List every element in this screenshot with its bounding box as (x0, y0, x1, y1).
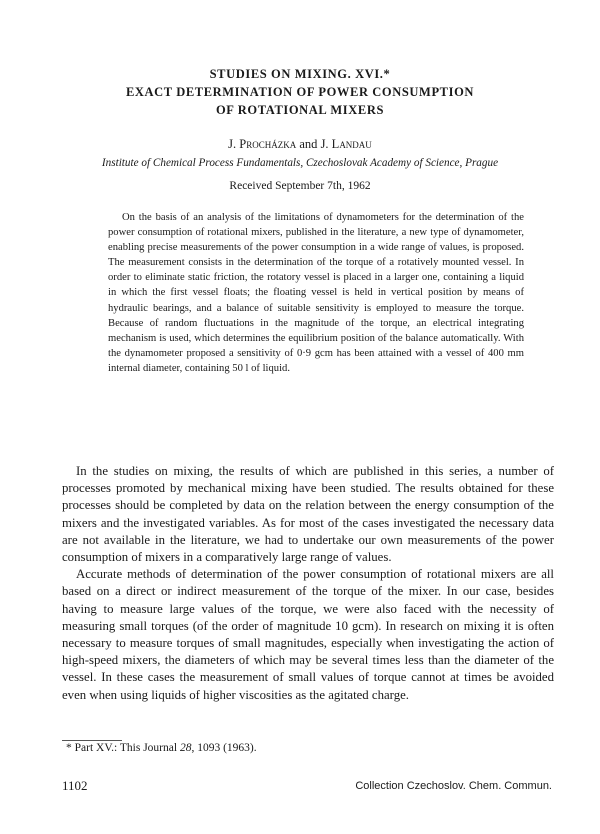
affiliation: Institute of Chemical Process Fundamentals, Czechoslovak Academy of Science, Prague (101, 157, 499, 169)
body-paragraph-2: Accurate methods of determination of the power consumption of rotational mixers are all based on a direct or indirect measurement of the torque of the mixer. In our case, besides having to measure large values of the torque, we were also faced with the necessity of measuring small torques (of the order of magnitude 10 gcm). In research on mixing it is often necessary to measure torques of small magnitudes, especially when investigating the action of high-speed mixers, the diameters of which may be several times less than the diameter of the vessel. In these cases the measurement of small values of torque cannot at times be avoided even when using liquids of higher viscosities as the agitated charge. (62, 567, 554, 702)
received-date: Received September 7th, 1962 (229, 180, 371, 192)
body-paragraph-1: In the studies on mixing, the results of which are published in this series, a number of processes promoted by mechanical mixing have been studied. The results obtained for these processes should be completed by data on the relation between the energy consumption of the mixers and the investigated variables. As for most of the cases investigated the necessary data are not available in the literature, we had to undertake our own measurements of the power consumption of mixers in a comparatively large range of values. (62, 464, 554, 565)
abstract (108, 210, 524, 376)
title-line-2: EXACT DETERMINATION OF POWER CONSUMPTION (125, 85, 475, 99)
body-text (62, 463, 554, 704)
footnote-rest: , 1093 (1963). (191, 742, 257, 754)
footnote-prefix: * Part XV.: This Journal (66, 742, 180, 754)
journal-name: Collection Czechoslov. Chem. Commun. (355, 780, 552, 792)
author-1: J. Procházka (228, 137, 297, 151)
title-line-3: OF ROTATIONAL MIXERS (215, 103, 385, 117)
authors (60, 137, 540, 152)
footnote-volume: 28 (179, 742, 192, 754)
page-number: 1102 (62, 778, 88, 793)
author-2: J. Landau (320, 137, 372, 151)
authors-conjunction: and (299, 137, 318, 151)
title-line-1: STUDIES ON MIXING. XVI.* (209, 67, 391, 81)
abstract-text: On the basis of an analysis of the limitations of dynamometers for the determination of the power consumption of rotational mixers, published in the literature, a new type of dynamometer, enabling precise measurements of the power consumption in a wide range of values, is proposed. The measurement consists in the determination of the torque of a rotatively mounted vessel. In order to eliminate static friction, the rotatory vessel is placed in a larger one, containing a liquid in which the first vessel floats; the floating vessel is held in vertical position by means of hydraulic bearings, and a balance of suitable sensitivity is employed to measure the torque. Because of random fluctuations in the magnitude of the torque, an electrical integrating mechanism is used, which determines the equilibrium position of the balance automatically. With the dynamometer proposed a sensitivity of 0·9 gcm has been attained with a vessel of 400 mm internal diameter, containing 50 l of liquid. (108, 212, 524, 374)
footnote (66, 742, 546, 754)
footnote-divider (62, 740, 122, 741)
